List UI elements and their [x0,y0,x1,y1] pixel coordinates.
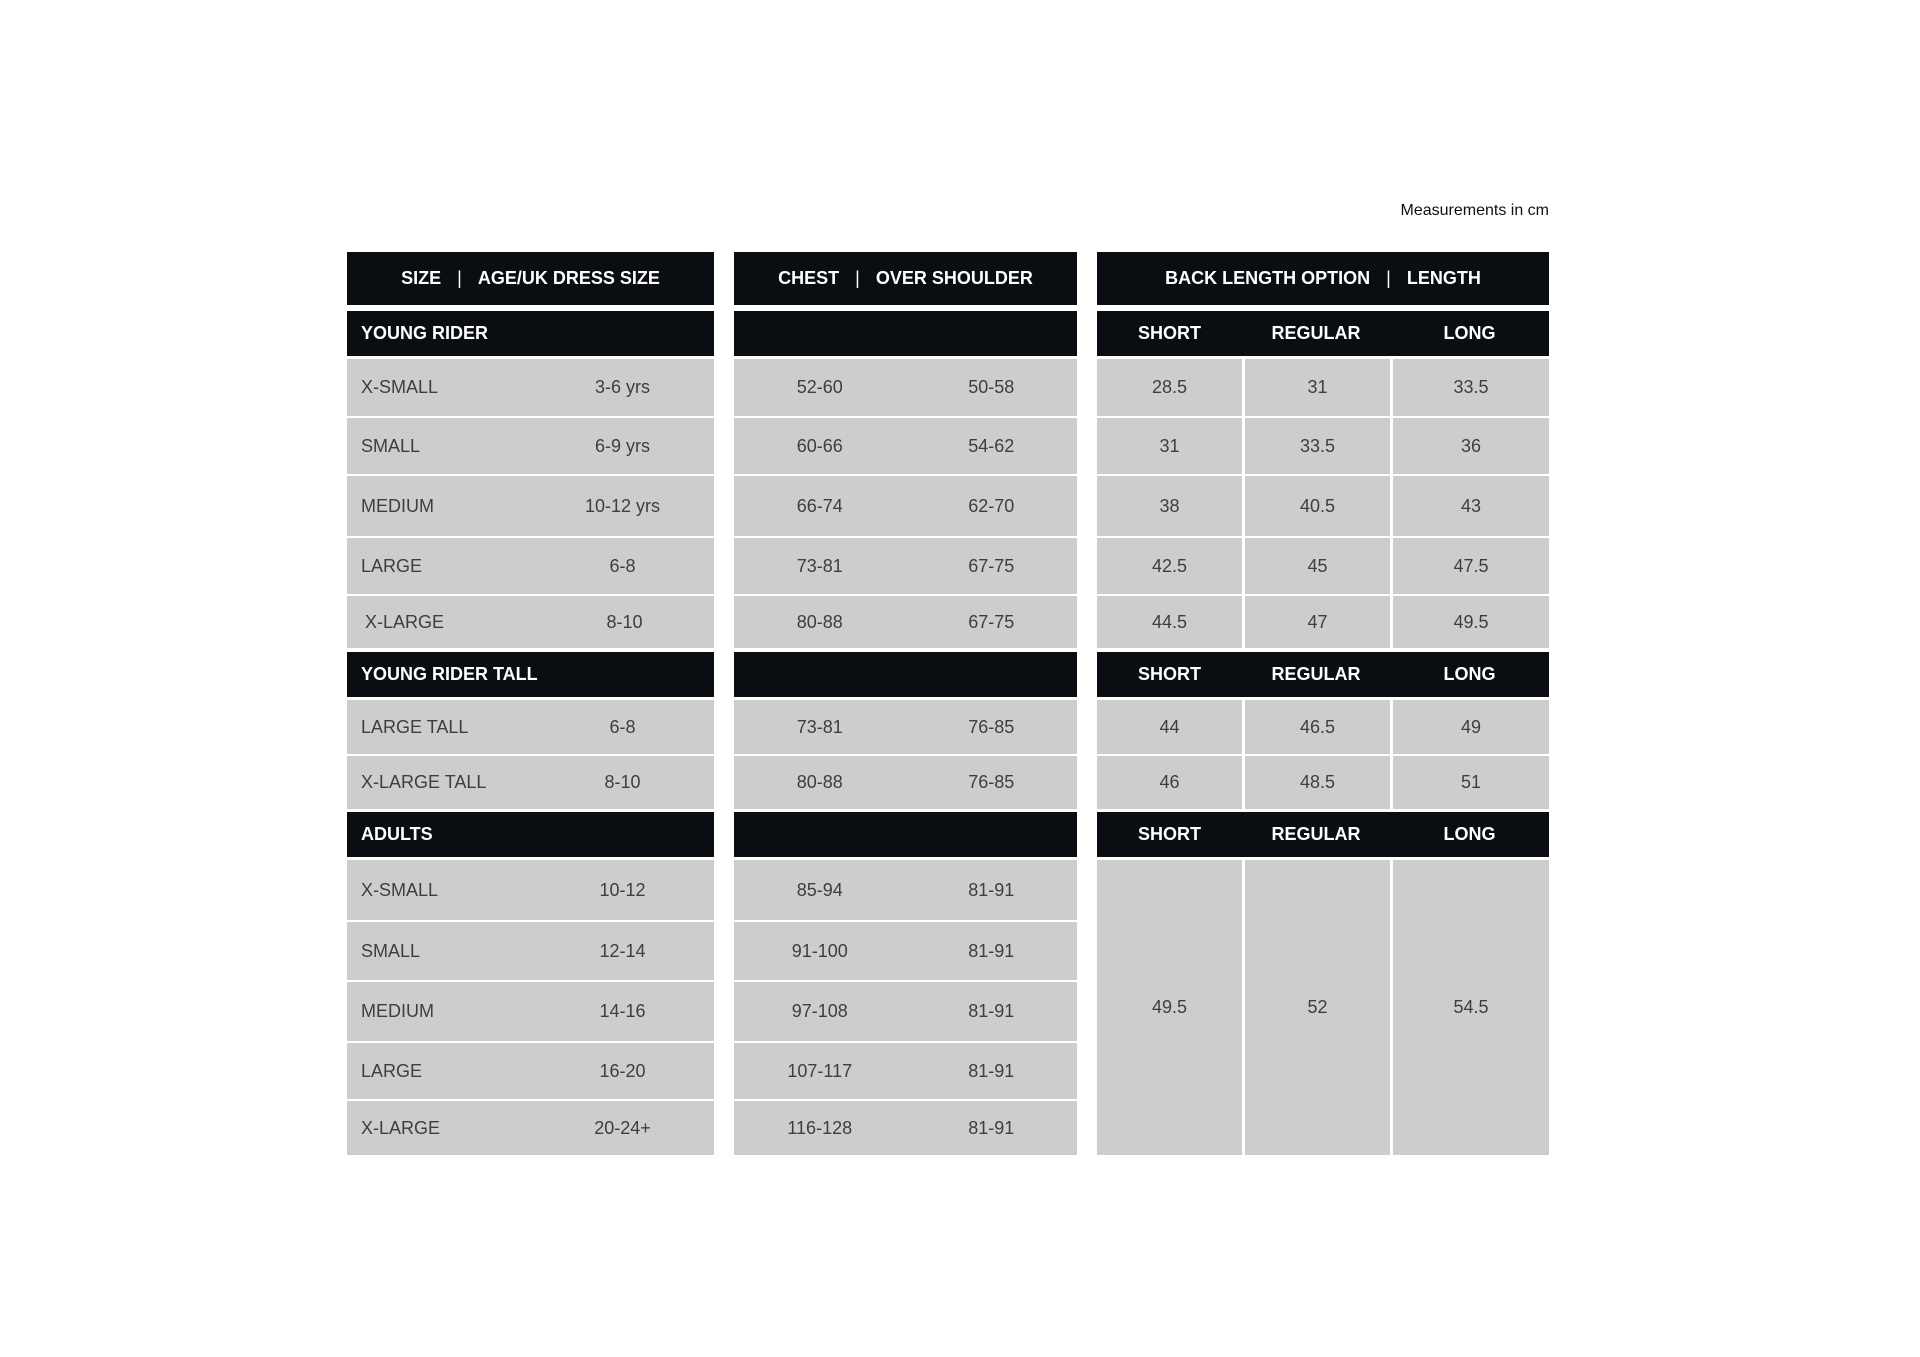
table-row [734,1043,1077,1099]
age-cell: 8-10 [604,772,641,792]
chest-cell: 85-94 [796,879,843,900]
shoulder-cell: 81-91 [968,879,1015,900]
size-cell: MEDIUM [361,1001,434,1021]
regular-cell: 47 [1242,596,1390,648]
chest-cell: 107-117 [787,1060,853,1081]
long-cell: 36 [1390,418,1549,474]
table-row [734,700,1077,754]
shoulder-cell: 50-58 [968,377,1015,397]
section-young-rider-tall: YOUNG RIDER TALL [347,652,714,697]
regular-cell: 48.5 [1242,756,1390,809]
short-cell: 42.5 [1097,538,1242,594]
long-label: LONG [1443,323,1496,343]
table-row [347,982,714,1041]
table-row [1097,538,1549,594]
chest-header-label: CHEST [778,268,840,288]
shoulder-cell: 67-75 [968,555,1015,576]
short-cell: 46 [1097,756,1242,809]
long-cell: 54.5 [1390,860,1549,1155]
shoulder-cell: 67-75 [968,611,1015,632]
chest-cell: 52-60 [796,377,843,397]
table-row [1097,418,1549,474]
measurement-unit-note: Measurements in cm [1400,202,1549,219]
chest-cell: 116-128 [787,1117,853,1138]
long-cell: 49.5 [1390,596,1549,648]
age-cell: 8-10 [606,611,643,632]
shoulder-cell: 81-91 [968,940,1015,961]
table-row [1097,700,1549,754]
shoulder-cell: 76-85 [968,772,1015,792]
table-row [347,1101,714,1155]
length-options-bar [1097,652,1549,697]
length-options-bar [1097,311,1549,356]
size-cell: X-LARGE TALL [361,772,487,792]
chest-cell: 73-81 [796,716,843,737]
table-row [347,1043,714,1099]
table-row [347,700,714,754]
age-cell: 16-20 [599,1060,646,1081]
short-cell: 31 [1097,418,1242,474]
regular-label: REGULAR [1271,664,1361,684]
section-bar-blank [734,812,1077,857]
shoulder-cell: 81-91 [968,1060,1015,1081]
size-cell: SMALL [361,940,421,961]
table-row [347,860,714,920]
table-row [1097,476,1549,536]
regular-cell: 52 [1242,860,1390,1155]
long-label: LONG [1443,664,1496,684]
back-length-header-label: BACK LENGTH OPTION [1165,268,1371,288]
age-cell: 20-24+ [594,1117,651,1138]
header-separator: | [855,268,860,288]
chest-cell: 80-88 [796,611,843,632]
chest-cell: 60-66 [796,435,843,456]
shoulder-cell: 54-62 [968,435,1015,456]
table-row [347,922,714,980]
short-cell: 44.5 [1097,596,1242,648]
short-cell: 38 [1097,476,1242,536]
chest-cell: 91-100 [791,940,848,961]
long-cell: 33.5 [1390,359,1549,416]
length-options-bar [1097,812,1549,857]
regular-label: REGULAR [1271,824,1361,844]
table-row [734,476,1077,536]
age-cell: 10-12 [599,879,646,900]
table-row [347,359,714,416]
age-cell: 14-16 [599,1001,646,1021]
length-header-label: LENGTH [1406,268,1481,288]
table-row [734,860,1077,920]
regular-cell: 31 [1242,359,1390,416]
adult-length-row [1097,860,1549,1155]
long-label: LONG [1443,824,1496,844]
age-cell: 6-8 [609,716,636,737]
section-bar-blank [734,652,1077,697]
size-cell: X-SMALL [361,879,439,900]
header-separator: | [1386,268,1391,288]
long-cell: 47.5 [1390,538,1549,594]
size-header [347,252,714,305]
age-cell: 3-6 yrs [594,377,650,397]
chest-cell: 97-108 [791,1001,848,1021]
table-row [734,418,1077,474]
back-length-header [1097,252,1549,305]
size-cell: MEDIUM [361,495,434,516]
regular-cell: 40.5 [1242,476,1390,536]
header-separator: | [457,268,462,288]
shoulder-cell: 76-85 [968,716,1015,737]
section-adults: ADULTS [347,812,714,857]
size-cell: X-LARGE [361,1117,441,1138]
chest-cell: 73-81 [796,555,843,576]
table-row [734,359,1077,416]
short-cell: 28.5 [1097,359,1242,416]
table-row [734,922,1077,980]
section-young-rider: YOUNG RIDER [347,311,714,356]
short-label: SHORT [1138,824,1201,844]
table-row [347,418,714,474]
regular-cell: 45 [1242,538,1390,594]
shoulder-cell: 81-91 [968,1117,1015,1138]
table-row [1097,596,1549,648]
size-cell: LARGE [361,555,423,576]
shoulder-header-label: OVER SHOULDER [875,268,1033,288]
chest-header [734,252,1077,305]
long-cell: 51 [1390,756,1549,809]
table-row [1097,359,1549,416]
chest-cell: 80-88 [796,772,843,792]
short-label: SHORT [1138,664,1201,684]
age-cell: 6-8 [609,555,636,576]
size-cell: X-LARGE [365,611,445,632]
size-cell: LARGE TALL [361,716,469,737]
shoulder-cell: 62-70 [968,495,1015,516]
age-header-label: AGE/UK DRESS SIZE [477,268,660,288]
table-row [734,982,1077,1041]
chest-cell: 66-74 [796,495,843,516]
size-cell: X-SMALL [361,377,439,397]
age-cell: 10-12 yrs [584,495,661,516]
table-row [347,756,714,809]
table-row [734,596,1077,648]
short-cell: 44 [1097,700,1242,754]
table-row [734,538,1077,594]
regular-cell: 46.5 [1242,700,1390,754]
table-row [1097,756,1549,809]
table-row [347,538,714,594]
section-bar-blank [734,311,1077,356]
table-row [347,476,714,536]
shoulder-cell: 81-91 [968,1001,1015,1021]
short-cell: 49.5 [1097,860,1242,1155]
table-row [734,1101,1077,1155]
age-cell: 6-9 yrs [594,435,650,456]
long-cell: 43 [1390,476,1549,536]
table-row [347,596,714,648]
table-row [734,756,1077,809]
regular-cell: 33.5 [1242,418,1390,474]
long-cell: 49 [1390,700,1549,754]
short-label: SHORT [1138,323,1201,343]
size-cell: SMALL [361,435,421,456]
size-header-label: SIZE [401,268,442,288]
size-cell: LARGE [361,1060,423,1081]
age-cell: 12-14 [599,940,646,961]
regular-label: REGULAR [1271,323,1361,343]
